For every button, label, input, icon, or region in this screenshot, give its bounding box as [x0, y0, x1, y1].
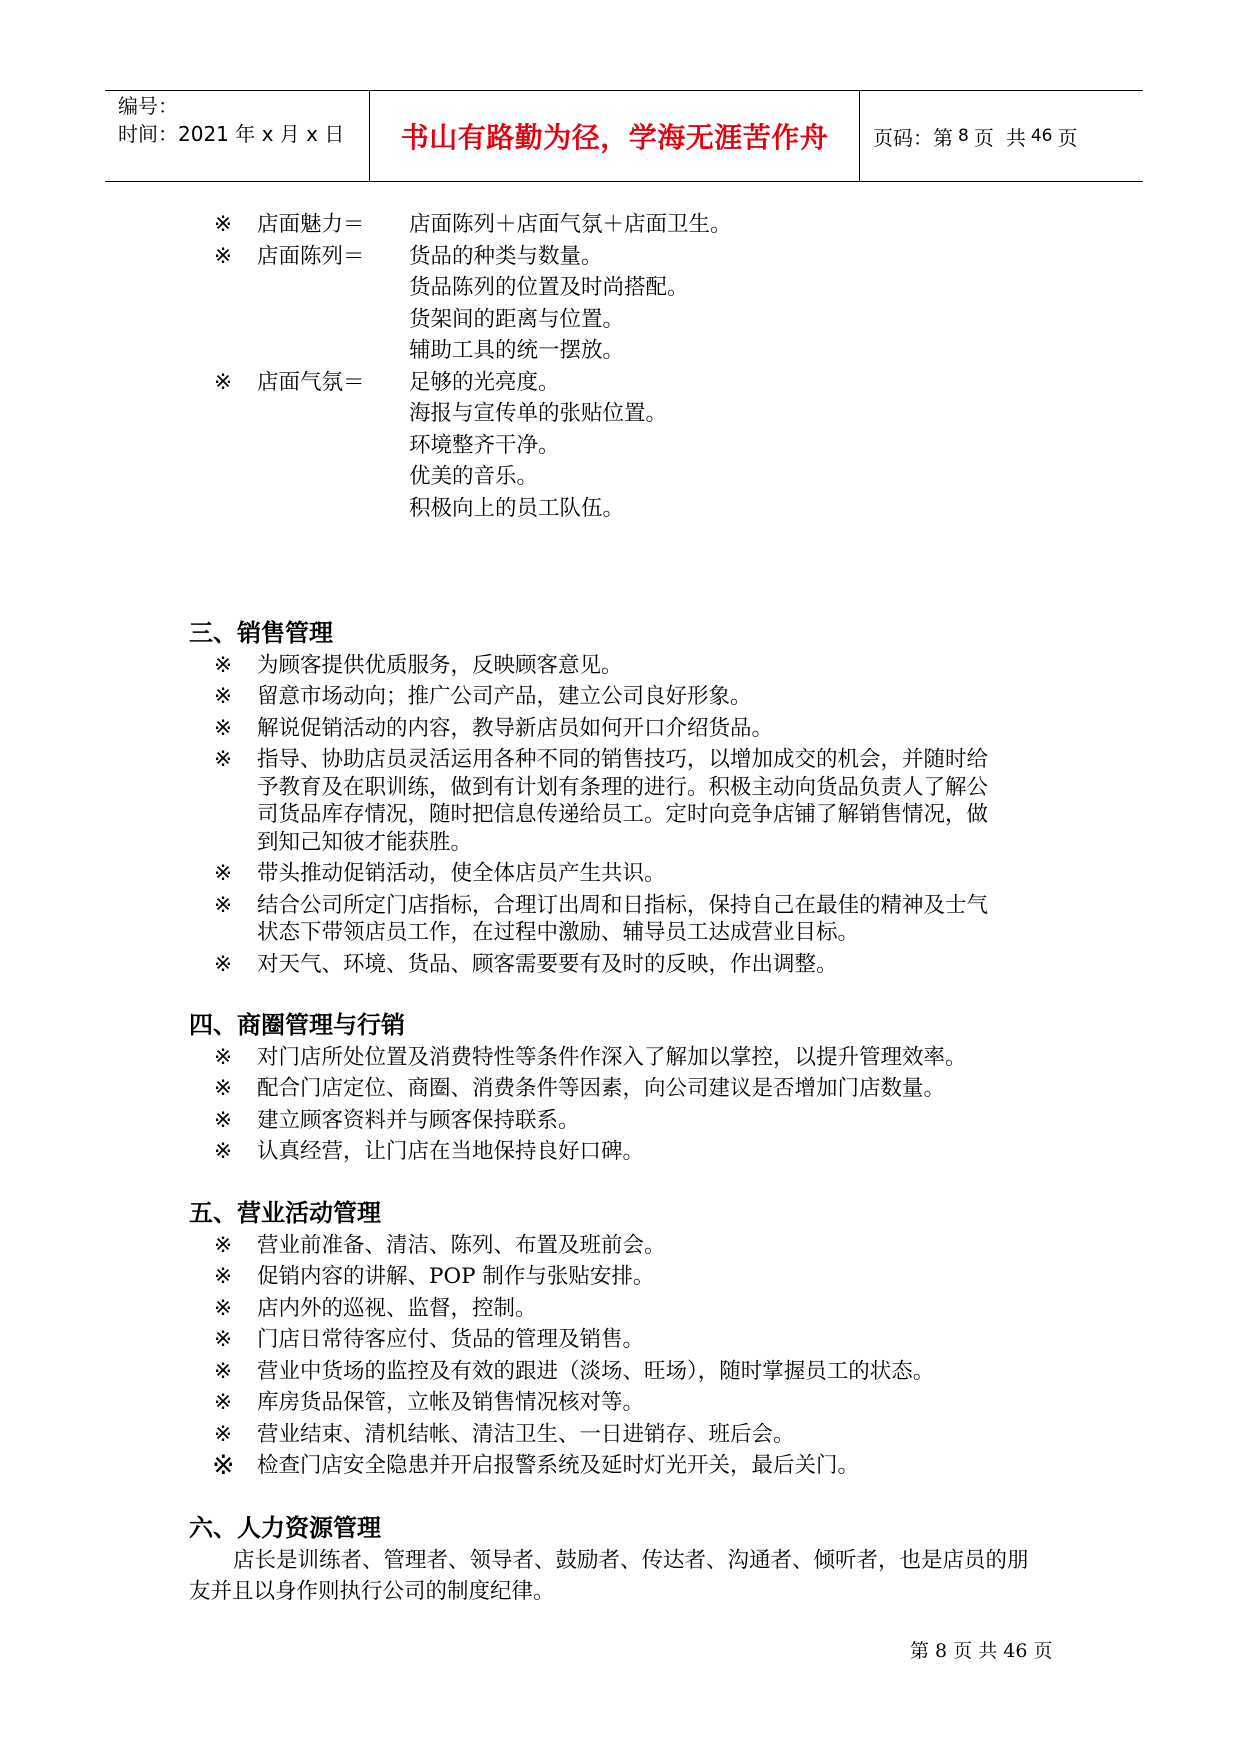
reference-mark: ※ — [214, 1327, 233, 1352]
paragraph-line: 店长是训练者、管理者、领导者、鼓励者、传达者、沟通者、倾听者，也是店员的朋 — [233, 1547, 1029, 1573]
list-item — [0, 890, 1241, 949]
list-item — [0, 858, 1241, 890]
list-item-text: 店内外的巡视、监督，控制。 — [257, 1295, 537, 1321]
list-item-text: 司货品库存情况，随时把信息传递给员工。定时向竞争店铺了解销售情况，做 — [257, 802, 989, 827]
reference-mark: ※ — [214, 1358, 233, 1384]
definition-row — [0, 461, 1241, 493]
list-item — [0, 1042, 1241, 1074]
list-item — [0, 1136, 1241, 1168]
reference-mark: ※ — [214, 747, 233, 772]
reference-mark: ※ — [214, 684, 233, 709]
list-item — [0, 1356, 1241, 1388]
list-item-text: 认真经营，让门店在当地保持良好口碑。 — [257, 1139, 645, 1164]
list-item — [0, 1293, 1241, 1325]
reference-mark: ※ — [214, 951, 233, 977]
definition-text: 货品的种类与数量。 — [409, 243, 603, 269]
reference-mark: ※ — [214, 369, 233, 395]
definition-term: 店面气氛＝ — [257, 369, 365, 395]
definition-text: 海报与宣传单的张贴位置。 — [409, 401, 668, 426]
list-item-text: 解说促销活动的内容，教导新店员如何开口介绍货品。 — [257, 715, 774, 741]
definition-row — [0, 241, 1241, 273]
serial-number-label: 编号： — [118, 94, 178, 118]
list-item-text: 配合门店定位、商圈、消费条件等因素，向公司建议是否增加门店数量。 — [257, 1076, 946, 1101]
definition-row — [0, 398, 1241, 430]
list-item — [0, 1387, 1241, 1419]
list-item-text: 留意市场动向；推广公司产品，建立公司良好形象。 — [257, 684, 752, 709]
section-sales-management — [0, 618, 1241, 980]
list-item-text: 为顾客提供优质服务，反映顾客意见。 — [257, 652, 623, 678]
reference-mark: ※ — [214, 1139, 233, 1164]
total-page-number: 46 — [1030, 126, 1053, 146]
definition-group — [0, 241, 1241, 367]
page-suffix: 页 — [1057, 125, 1078, 150]
section-heading: 四、商圈管理与行销 — [189, 1011, 405, 1039]
list-item-text: 营业中货场的监控及有效的跟进（淡场、旺场），随时掌握员工的状态。 — [257, 1358, 935, 1384]
list-item-text: 予教育及在职训练，做到有计划有条理的进行。积极主动向货品负责人了解公 — [257, 774, 989, 800]
reference-mark: ※ — [214, 243, 233, 269]
definition-text: 优美的音乐。 — [409, 464, 539, 489]
list-item-text: 结合公司所定门店指标，合理订出周和日指标，保持自己在最佳的精神及士气 — [257, 892, 989, 918]
definition-text: 货架间的距离与位置。 — [409, 306, 625, 332]
definition-row — [0, 367, 1241, 399]
definition-text: 店面陈列＋店面气氛＋店面卫生。 — [409, 212, 732, 237]
reference-mark: ※ — [214, 1232, 233, 1258]
paragraph-line: 友并且以身作则执行公司的制度纪律。 — [189, 1579, 555, 1604]
definition-term: 店面魅力＝ — [257, 212, 365, 237]
definition-row — [0, 430, 1241, 462]
reference-mark: ※ — [214, 212, 233, 237]
reference-mark: ※ — [214, 1264, 233, 1289]
reference-mark: ※ — [214, 1076, 233, 1101]
page-label: 页码：第 — [873, 125, 953, 150]
section-trade-area-management — [0, 1010, 1241, 1168]
definition-row — [0, 493, 1241, 525]
section-heading: 三、销售管理 — [189, 619, 333, 647]
list-item — [0, 1073, 1241, 1105]
list-item — [0, 744, 1241, 858]
section-human-resources-management — [0, 1513, 1241, 1608]
total-label: 共 — [1005, 125, 1026, 150]
reference-mark: ※ — [212, 1450, 235, 1481]
current-page-number: 8 — [958, 126, 969, 146]
definition-row — [0, 335, 1241, 367]
reference-mark: ※ — [214, 715, 233, 741]
definition-group — [0, 367, 1241, 525]
list-item — [0, 1230, 1241, 1262]
list-item-text: 营业前准备、清洁、陈列、布置及班前会。 — [257, 1232, 666, 1258]
page-header-table — [105, 90, 1143, 182]
reference-mark: ※ — [214, 892, 233, 918]
list-item — [0, 1324, 1241, 1356]
section-business-activity-management — [0, 1198, 1241, 1482]
list-item-text: 库房货品保管，立帐及销售情况核对等。 — [257, 1390, 645, 1415]
list-item-text: 带头推动促销活动，使全体店员产生共识。 — [257, 861, 666, 886]
list-item — [0, 650, 1241, 682]
list-item-text: 对门店所处位置及消费特性等条件作深入了解加以掌控，以提升管理效率。 — [257, 1044, 967, 1070]
definition-row — [0, 304, 1241, 336]
list-item-text: 状态下带领店员工作，在过程中激励、辅导员工达成营业目标。 — [257, 920, 860, 945]
store-appeal-list — [0, 209, 1241, 524]
header-motto-cell — [369, 91, 859, 181]
list-item-text: 到知己知彼才能获胜。 — [257, 829, 473, 855]
definition-text: 积极向上的员工队伍。 — [409, 495, 625, 521]
definition-text: 货品陈列的位置及时尚搭配。 — [409, 275, 689, 300]
list-item — [0, 1261, 1241, 1293]
definition-row — [0, 272, 1241, 304]
section-heading: 六、人力资源管理 — [189, 1514, 381, 1542]
definition-text: 环境整齐干净。 — [409, 432, 560, 458]
reference-mark: ※ — [214, 1107, 233, 1133]
reference-mark: ※ — [214, 861, 233, 886]
reference-mark: ※ — [214, 652, 233, 678]
definition-term: 店面陈列＝ — [257, 243, 365, 269]
reference-mark: ※ — [214, 1295, 233, 1321]
list-item — [0, 1450, 1241, 1482]
section-heading: 五、营业活动管理 — [189, 1199, 381, 1227]
list-item — [0, 713, 1241, 745]
list-item — [0, 949, 1241, 981]
page-footer-number: 第 8 页 共 46 页 — [910, 1640, 1053, 1662]
definition-text: 辅助工具的统一摆放。 — [409, 338, 625, 363]
list-item-text: 建立顾客资料并与顾客保持联系。 — [257, 1107, 580, 1133]
definition-text: 足够的光亮度。 — [409, 369, 560, 395]
list-item-text: 对天气、环境、货品、顾客需要要有及时的反映，作出调整。 — [257, 951, 838, 977]
reference-mark: ※ — [214, 1421, 233, 1447]
header-motto: 书山有路勤为径，学海无涯苦作舟 — [400, 121, 829, 154]
definition-group — [0, 209, 1241, 241]
list-item — [0, 1419, 1241, 1451]
time-label: 时间：2021 年 x 月 x 日 — [118, 122, 345, 146]
list-item-text: 指导、协助店员灵活运用各种不同的销售技巧，以增加成交的机会，并随时给 — [257, 747, 989, 772]
list-item — [0, 681, 1241, 713]
page-unit: 页 — [973, 125, 994, 150]
definition-row — [0, 209, 1241, 241]
reference-mark: ※ — [214, 1390, 233, 1415]
list-item-text: 检查门店安全隐患并开启报警系统及延时灯光开关，最后关门。 — [257, 1453, 860, 1478]
header-page-cell — [859, 91, 1143, 181]
reference-mark: ※ — [214, 1044, 233, 1070]
list-item — [0, 1105, 1241, 1137]
list-item-text: 营业结束、清机结帐、清洁卫生、一日进销存、班后会。 — [257, 1421, 795, 1447]
list-item-text: 门店日常待客应付、货品的管理及销售。 — [257, 1327, 645, 1352]
header-meta-cell — [105, 91, 369, 181]
list-item-text: 促销内容的讲解、POP 制作与张贴安排。 — [257, 1264, 655, 1289]
